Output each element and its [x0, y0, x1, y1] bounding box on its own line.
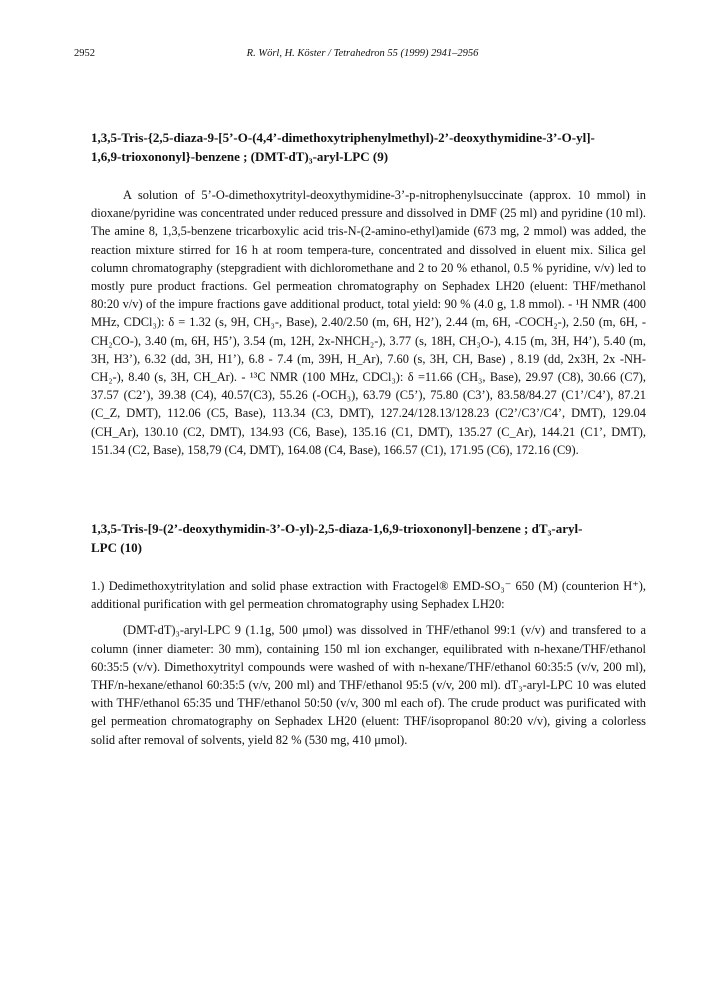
main-content: [91, 128, 646, 749]
compound-9-title: [91, 128, 646, 166]
compound-10-procedure: (DMT-dT)₃-aryl-LPC 9 (1.1g, 500 μmol) was dissolved in THF/ethanol 99:1 (v/v) and transfered to a column (inner diameter: 30 mm), containing 150 ml ion exchanger, equilibrated with n-hexane/THF/ethanol 60:35:5 (v/v). Dimethoxytrityl compounds were washed of with n-hexane/THF/ethanol 60:35:5 (v/v, 200 ml), THF/n-hexane/ethanol 60:35:5 (v/v, 200 ml) and THF/ethanol 95:5 (v/v, 200 ml). dT₃-aryl-LPC 10 was eluted with THF/ethanol 65:35 und THF/ethanol 50:50 (v/v, 300 ml each of). The crude product was purificated with gel permeation chromatography on Sephadex LH20 (eluent: THF/isopropanol 80:20 v/v), giving a colorless solid after removal of solvents, yield 82 % (530 mg, 410 μmol).: [91, 623, 646, 747]
compound-9-title-line1: 1,3,5-Tris-{2,5-diaza-9-[5’-O-(4,4’-dimethoxytriphenylmethyl)-2’-deoxythymidine-3’-O-yl]-: [91, 130, 595, 145]
compound-10-title-line2: LPC (10): [91, 540, 142, 556]
running-title: R. Wörl, H. Köster / Tetrahedron 55 (1999) 2941–2956: [246, 48, 479, 59]
compound-10-step-1: 1.) Dedimethoxytritylation and solid phase extraction with Fractogel® EMD-SO₃⁻ 650 (M) (counterion H⁺), additional purification with gel permeation chromatography using Sephadex LH20:: [91, 579, 646, 612]
page-number: 2952: [74, 48, 95, 59]
compound-9-procedure: A solution of 5’-O-dimethoxytrityl-deoxythymidine-3’-p-nitrophenylsuccinate (approx. 10 mmol) in dioxane/pyridine was concentrated under reduced pressure and dissolved in DMF (25 ml) and pyridine (10 ml). The amine 8, 1,3,5-benzene tricarboxylic acid tris-N-(2-amino-ethyl)amide (673 mg, 2 mmol) was added, the reaction mixture stirred for 16 h at room tempera-ture, concentrated and dissolved in eluent mix. Silica gel column chromatography (stepgradient with dichloromethane and 2 to 20 % ethanol, 0.5 % pyridine, v/v) led to mostly pure product fractions. Gel permeation chromatography on Sephadex LH20 (eluent: THF/methanol 80:20 v/v) of the impure fractions gave additional product, total yield: 90 % (4.0 g, 1.8 mmol). - ¹H NMR (400 MHz, CDCl₃): δ = 1.32 (s, 9H, CH₃-, Base), 2.40/2.50 (m, 6H, H2’), 2.44 (m, 6H, -COCH₂-), 2.50 (m, 6H, -CH₂CO-), 3.40 (m, 6H, H5’), 3.54 (m, 12H, 2x-NHCH₂-), 3.77 (s, 18H, CH₃O-), 4.15 (m, 3H, H4’), 5.40 (m, 3H, H3’), 6.32 (dd, 3H, H1’), 6.8 - 7.4 (m, 39H, H_Ar), 7.60 (s, 3H, CH, Base) , 8.19 (dd, 2x3H, 2x -NH-CH₂-), 8.40 (s, 3H, CH_Ar). - ¹³C NMR (100 MHz, CDCl₃): δ =11.66 (CH₃, Base), 29.97 (C8), 30.66 (C7), 37.57 (C2’), 39.38 (C4), 40.57(C3), 55.26 (-OCH₃), 63.79 (C5’), 75.80 (C3’), 83.58/84.27 (C1’/C4’), 87.21 (C_Z, DMT), 112.06 (C5, Base), 113.34 (C3, DMT), 127.24/128.13/128.23 (C2’/C3’/C4’, DMT), 129.04 (CH_Ar), 130.10 (C2, DMT), 134.93 (C6, Base), 135.16 (C1, DMT), 135.27 (C_Ar), 144.21 (C1’, DMT), 151.34 (C2, Base), 158,79 (C4, DMT), 164.08 (C4, Base), 166.57 (C1), 171.95 (C6), 172.16 (C9).: [91, 188, 646, 457]
compound-9-title-line2: 1,6,9-trioxononyl}-benzene ; (DMT-dT)₃-aryl-LPC (9): [91, 149, 389, 164]
compound-10-title-line1: 1,3,5-Tris-[9-(2’-deoxythymidin-3’-O-yl)-2,5-diaza-1,6,9-trioxononyl]-benzene ; dT₃-aryl-: [91, 521, 583, 537]
compound-10-title: [91, 519, 646, 557]
page-header: [74, 48, 651, 62]
